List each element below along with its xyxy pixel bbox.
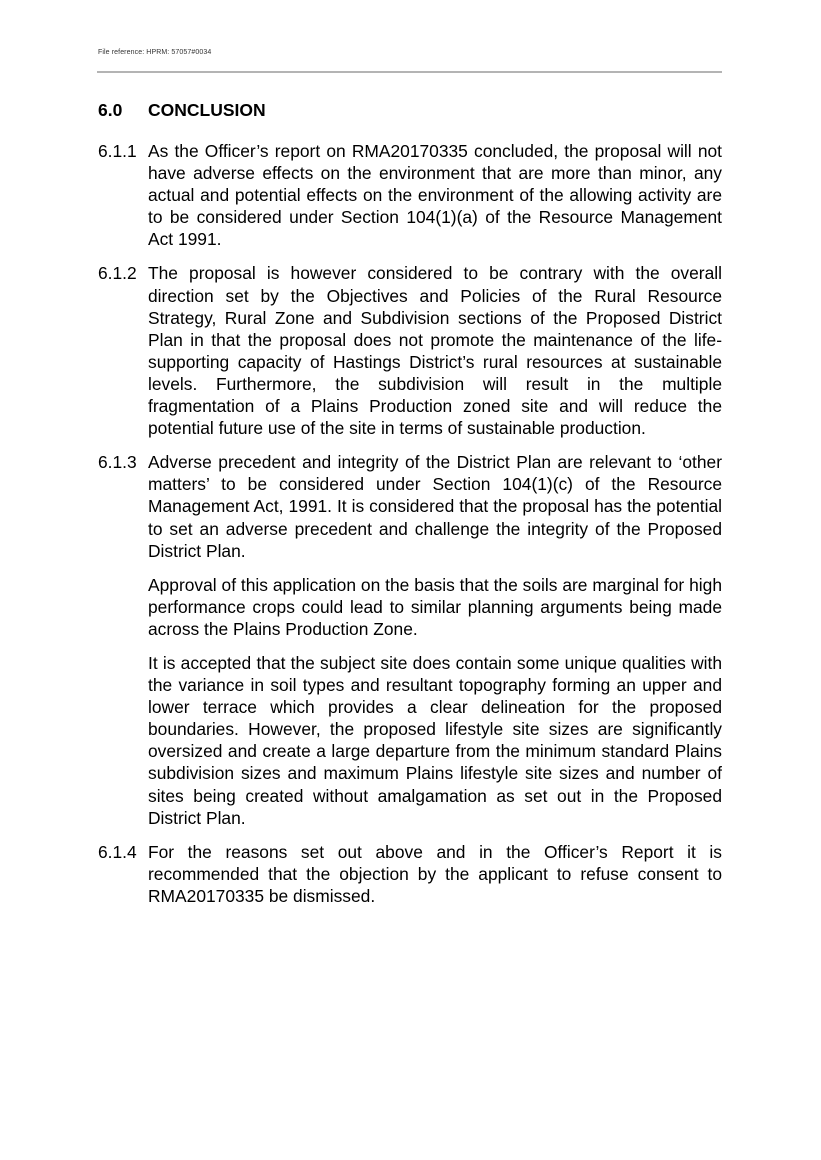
clause-6-1-1 [98,140,722,250]
clause-paragraph: Adverse precedent and integrity of the District Plan are relevant to ‘other matters’ to be considered under Section 104(1)(c) of the Resource Management Act, 1991. It is considered that the proposal has the potential to set an adverse precedent and challenge the integrity of the Proposed District Plan. [148,452,722,561]
section-heading [98,99,266,121]
file-reference: File reference: HPRM: 57057#0034 [98,49,212,56]
clause-6-1-2 [98,262,722,439]
clause-number: 6.1.2 [98,263,137,284]
clause-body [148,451,722,829]
section-number: 6.0 [98,100,123,120]
document-body [98,140,722,919]
clause-paragraph: The proposal is however considered to be contrary with the overall direction set by the Objectives and Policies of the Rural Resource Strategy, Rural Zone and Subdivision sections of the Proposed District Plan in that the proposal does not promote the maintenance of the life-supporting capacity of Hastings District’s rural resources at sustainable levels. Furthermore, the subdivision will result in the multiple fragmentation of a Plains Production zoned site and will reduce the potential future use of the site in terms of sustainable production. [148,263,722,439]
clause-body [148,262,722,439]
header-divider [97,71,722,73]
section-title: CONCLUSION [148,100,266,120]
clause-number: 6.1.1 [98,141,137,161]
clause-paragraph: Approval of this application on the basis that the soils are marginal for high performance crops could lead to similar planning arguments being made across the Plains Production Zone. [148,574,722,639]
clause-paragraph: For the reasons set out above and in the Officer’s Report it is recommended that the objection by the applicant to refuse consent to RMA20170335 be dismissed. [148,841,722,906]
clause-6-1-4 [98,841,722,907]
clause-paragraph: As the Officer’s report on RMA20170335 concluded, the proposal will not have adverse effects on the environment that are more than minor, any actual and potential effects on the environment of the allowing activity are to be considered under Section 104(1)(a) of the Resource Management Act 1991. [148,141,722,250]
clause-number: 6.1.4 [98,841,137,862]
clause-body [148,140,722,250]
clause-6-1-3 [98,451,722,829]
clause-body [148,841,722,907]
clause-number: 6.1.3 [98,452,137,473]
clause-paragraph: It is accepted that the subject site does contain some unique qualities with the variance in soil types and resultant topography forming an upper and lower terrace which provides a clear delineation for the proposed boundaries. However, the proposed lifestyle site sizes are significantly oversized and create a large departure from the minimum standard Plains subdivision sizes and maximum Plains lifestyle site sizes and number of sites being created without amalgamation as set out in the Proposed District Plan. [148,652,722,828]
